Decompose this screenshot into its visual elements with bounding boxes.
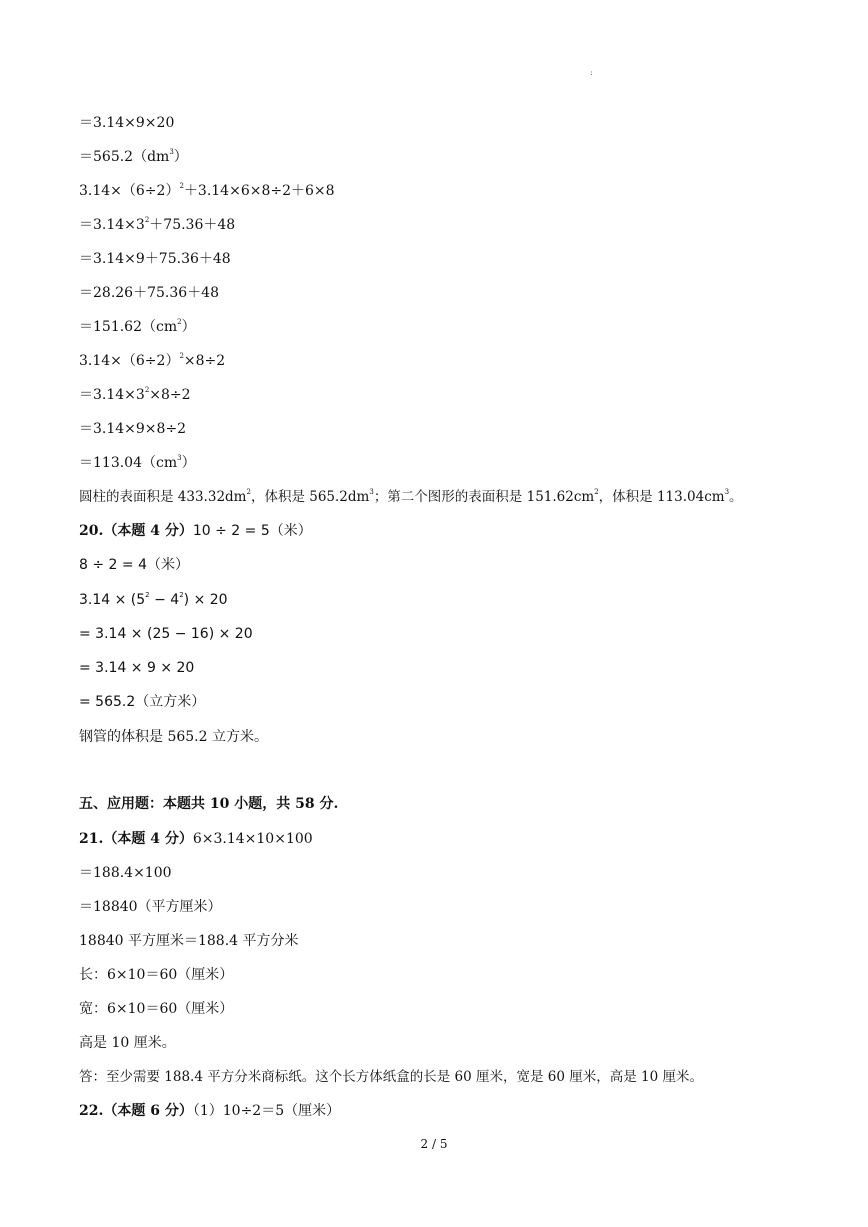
equation-line: ＝188.4×100 (79, 865, 172, 881)
equation-line: = 3.14 × 9 × 20 (79, 660, 195, 676)
equation-line: $=3.14\times 3^2+75.36+48$ (79, 216, 236, 233)
equation-line: $=113.04(cm^3)$ (79, 454, 196, 471)
equation-line: $=3.14\times 3^2\times 8\div 2$ (79, 386, 191, 403)
equation-line: $3.14\times(6\div 2)^2\times 8\div 2$ (79, 352, 226, 369)
top-mark: : (590, 68, 593, 77)
summary-sentence: 圆柱的表面积是 $433.32dm^2$，体积是 $565.2dm^3$；第二个图形的表面积是 $151.62cm^2$，体积是 $113.04cm^3$。 (79, 488, 743, 505)
equation-line: $3.14\times(6\div 2)^2+3.14\times 6\times 8\div 2+6\times 8$ (79, 182, 335, 199)
equation-line: ＝3.14×9＋75.36＋48 (79, 251, 231, 267)
answer-sentence: 答：至少需要 188.4 平方分米商标纸。这个长方体纸盒的长是 60 厘米，宽是 60 厘米，高是 10 厘米。 (79, 1069, 704, 1085)
question-22: 22.（本题 6 分）（1）10÷2＝5（厘米） (79, 1103, 341, 1119)
equation-line: 8 ÷ 2 = 4（米） (79, 557, 189, 573)
equation-line: = 3.14 × (25 − 16) × 20 (79, 626, 253, 642)
equation-line: 高是 10 厘米。 (79, 1035, 176, 1051)
equation-line: ＝3.14×9×20 (79, 115, 175, 131)
equation-line: 长：6×10＝60（厘米） (79, 967, 234, 983)
equation-line: 18840 平方厘米＝188.4 平方分米 (79, 933, 299, 949)
question-label: 22.（本题 6 分） (79, 1103, 193, 1119)
question-21: 21.（本题 4 分）6×3.14×10×100 (79, 831, 313, 847)
equation-line: ＝28.26＋75.36＋48 (79, 285, 219, 301)
equation-line: = 565.2（立方米） (79, 694, 206, 710)
equation-line: ＝18840（平方厘米） (79, 899, 222, 915)
question-label: 21.（本题 4 分） (79, 831, 193, 847)
question-20: 20.（本题 4 分）10 ÷ 2 = 5（米） (79, 523, 312, 539)
question-label: 20.（本题 4 分） (79, 523, 193, 539)
equation-line: 宽：6×10＝60（厘米） (79, 1001, 234, 1017)
equation-line: $=151.62(cm^2)$ (79, 318, 196, 335)
page-number: 2 / 5 (420, 1137, 448, 1151)
equation-line: ＝3.14×9×8÷2 (79, 421, 187, 437)
equation-line: $=565.2(dm^3)$ (79, 148, 188, 165)
equation-line: $3.14 \times (5^2 - 4^2) \times 20$ (79, 591, 228, 608)
section-heading: 五、应用题：本题共 10 小题，共 58 分. (79, 796, 339, 812)
answer-sentence: 钢管的体积是 565.2 立方米。 (79, 729, 268, 745)
